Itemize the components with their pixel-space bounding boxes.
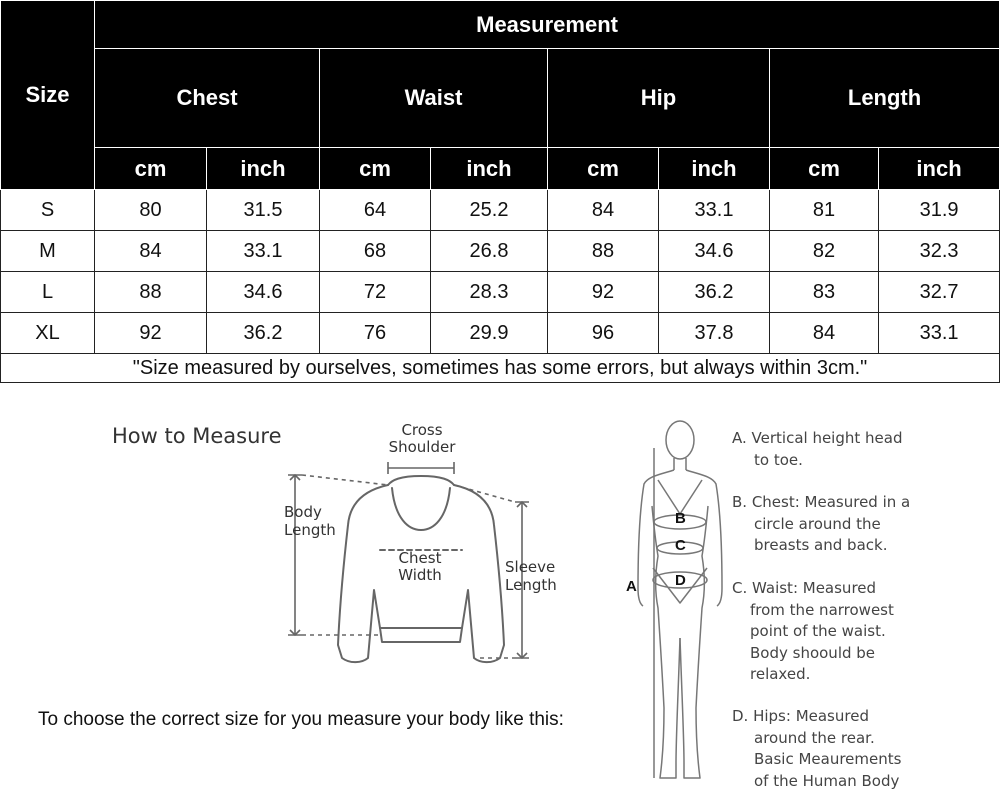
table-cell: 33.1 <box>659 190 770 231</box>
group-chest-header: Chest <box>95 49 320 148</box>
table-cell: 81 <box>770 190 879 231</box>
size-cell: L <box>1 272 95 313</box>
size-header: Size <box>1 1 95 190</box>
table-cell: 33.1 <box>207 231 320 272</box>
legend-line: D. Hips: Measured <box>732 707 869 725</box>
human-body-diagram <box>620 418 730 794</box>
table-cell: 32.3 <box>879 231 1000 272</box>
legend-line: Body shoould be <box>750 643 876 662</box>
legend-a <box>732 428 902 471</box>
label-line: Width <box>398 566 442 584</box>
table-cell: 84 <box>95 231 207 272</box>
table-row <box>1 231 1000 272</box>
table-row <box>1 313 1000 354</box>
legend-d <box>732 706 901 792</box>
table-cell: 84 <box>548 190 659 231</box>
legend-line: of the Human Body <box>754 771 900 790</box>
chest-width-label <box>391 550 449 584</box>
group-hip-header: Hip <box>548 49 770 148</box>
label-line: Body <box>284 503 322 521</box>
label-line: Chest <box>398 549 442 567</box>
table-cell: 36.2 <box>207 313 320 354</box>
table-cell: 29.9 <box>431 313 548 354</box>
table-cell: 31.5 <box>207 190 320 231</box>
table-cell: 88 <box>548 231 659 272</box>
legend-line: Basic Meaurements <box>754 750 902 768</box>
legend-line: to toe. <box>754 450 803 469</box>
marker-a: A <box>626 578 637 595</box>
size-chart-table <box>0 0 1000 383</box>
how-to-measure-title: How to Measure <box>112 424 282 448</box>
legend-line: relaxed. <box>750 665 811 683</box>
table-cell: 25.2 <box>431 190 548 231</box>
marker-c: C <box>675 537 686 554</box>
size-cell: S <box>1 190 95 231</box>
label-line: Shoulder <box>388 438 456 456</box>
unit-header: cm <box>548 148 659 190</box>
legend-line: point of the waist. <box>750 622 886 640</box>
legend-line: B. Chest: Measured in a <box>732 493 911 511</box>
table-cell: 88 <box>95 272 207 313</box>
unit-header: inch <box>879 148 1000 190</box>
unit-header: cm <box>320 148 431 190</box>
legend-line: from the narrowest <box>750 600 894 619</box>
legend-line: A. Vertical height head <box>732 429 903 447</box>
legend-b <box>732 492 910 557</box>
label-line: Sleeve <box>505 558 556 576</box>
table-cell: 34.6 <box>659 231 770 272</box>
legend-line: circle around the <box>754 514 881 533</box>
size-cell: XL <box>1 313 95 354</box>
table-cell: 64 <box>320 190 431 231</box>
legend-line: breasts and back. <box>754 536 888 554</box>
unit-header: cm <box>770 148 879 190</box>
size-cell: M <box>1 231 95 272</box>
table-cell: 32.7 <box>879 272 1000 313</box>
unit-header: cm <box>95 148 207 190</box>
marker-b: B <box>675 510 686 527</box>
table-cell: 92 <box>548 272 659 313</box>
unit-header: inch <box>659 148 770 190</box>
table-cell: 37.8 <box>659 313 770 354</box>
table-cell: 82 <box>770 231 879 272</box>
label-line: Length <box>505 576 557 594</box>
table-cell: 33.1 <box>879 313 1000 354</box>
table-cell: 34.6 <box>207 272 320 313</box>
table-cell: 68 <box>320 231 431 272</box>
table-cell: 26.8 <box>431 231 548 272</box>
table-cell: 28.3 <box>431 272 548 313</box>
table-cell: 36.2 <box>659 272 770 313</box>
table-cell: 31.9 <box>879 190 1000 231</box>
label-line: Cross <box>401 421 443 439</box>
table-row <box>1 190 1000 231</box>
cross-shoulder-label <box>386 422 458 456</box>
table-cell: 72 <box>320 272 431 313</box>
group-length-header: Length <box>770 49 1000 148</box>
legend-line: C. Waist: Measured <box>732 579 877 597</box>
group-waist-header: Waist <box>320 49 548 148</box>
label-line: Length <box>284 521 336 539</box>
legend-line: around the rear. <box>754 728 875 747</box>
table-cell: 76 <box>320 313 431 354</box>
marker-d: D <box>675 572 686 589</box>
measurement-note: "Size measured by ourselves, sometimes has some errors, but always within 3cm." <box>1 354 1000 383</box>
table-cell: 83 <box>770 272 879 313</box>
legend-c <box>732 578 894 686</box>
table-row <box>1 272 1000 313</box>
unit-header: inch <box>431 148 548 190</box>
instruction-text: To choose the correct size for you measure your body like this: <box>38 709 564 730</box>
table-cell: 84 <box>770 313 879 354</box>
body-length-label <box>284 503 336 539</box>
table-cell: 92 <box>95 313 207 354</box>
unit-header: inch <box>207 148 320 190</box>
measurement-header: Measurement <box>95 1 1000 49</box>
sleeve-length-label <box>505 558 557 594</box>
table-cell: 96 <box>548 313 659 354</box>
table-cell: 80 <box>95 190 207 231</box>
